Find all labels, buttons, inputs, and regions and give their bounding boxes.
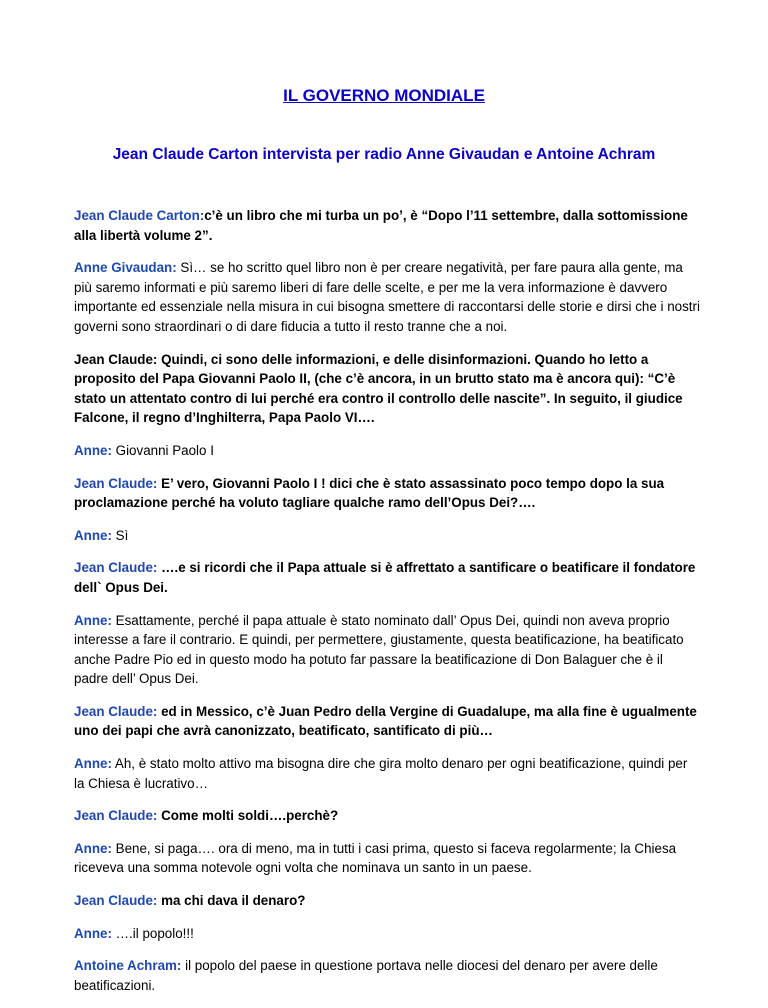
dialogue-paragraph (74, 206, 700, 245)
speaker-label: Jean Claude: (74, 475, 158, 491)
paragraph-text: Jean Claude: Quindi, ci sono delle informazioni, e delle disinformazioni. Quando ho letto a proposito del Papa Giovanni Paolo II, (che c’è ancora, in un brutto stato ma è ancora qui): “C’è stato un attentato contro di lui perché era contro il controllo delle nascite”. In seguito, il giudice Falcone, il regno d’Inghilterra, Papa Paolo VI…. (74, 351, 683, 426)
dialogue-paragraph (74, 806, 700, 826)
paragraph-text: ma chi dava il denaro? (157, 893, 306, 909)
speaker-label: Jean Claude: (74, 560, 158, 576)
speaker-label: Anne: (74, 756, 112, 772)
dialogue-paragraph (74, 839, 700, 878)
paragraph-text: Sì (111, 527, 129, 543)
document-subtitle: Jean Claude Carton intervista per radio Anne Givaudan e Antoine Achram (112, 146, 656, 163)
speaker-label: Anne Givaudan: (74, 260, 177, 276)
dialogue-body (74, 206, 700, 1008)
speaker-label: Anne: (74, 527, 112, 543)
dialogue-paragraph (74, 891, 700, 911)
paragraph-text: Sì… se ho scritto quel libro non è per creare negatività, per fare paura alla gente, ma più saremo informati e più saremo liberi di fare delle scelte, e per me la vera informazione è davvero importante ed essenziale nella misura in cui bisogna smettere di raccontarsi delle storie e dirsi che i nostri governi sono straordinari o di dare fiducia a tutto il resto tranne che a noi. (74, 260, 700, 334)
paragraph-text: c’è un libro che mi turba un po’, è “Dopo l’11 settembre, dalla sottomissione alla libertà volume 2”. (74, 208, 688, 243)
dialogue-paragraph (74, 526, 700, 546)
paragraph-text: Bene, si paga…. ora di meno, ma in tutti i casi prima, questo si faceva regolarmente; la Chiesa riceveva una somma notevole ogni volta che nominava un santo in un paese. (74, 840, 677, 876)
dialogue-paragraph (74, 441, 700, 461)
dialogue-paragraph (74, 754, 700, 793)
speaker-label: Anne: (74, 442, 112, 458)
speaker-label: Antoine Achram: (74, 958, 182, 974)
paragraph-text: ….e si ricordi che il Papa attuale si è affrettato a santificare o beatificare il fondatore dell` Opus Dei. (74, 560, 696, 595)
document-title: IL GOVERNO MONDIALE (283, 86, 485, 105)
dialogue-paragraph (74, 702, 700, 741)
paragraph-text: il popolo del paese in questione portava nelle diocesi del denaro per avere delle beatificazioni. (74, 958, 658, 993)
speaker-label: Jean Claude Carton: (74, 208, 205, 223)
dialogue-paragraph (74, 258, 700, 336)
speaker-label: Anne: (74, 840, 112, 856)
dialogue-paragraph (74, 350, 700, 428)
speaker-label: Jean Claude: (74, 808, 158, 824)
paragraph-text: Come molti soldi….perchè? (157, 808, 339, 824)
dialogue-paragraph (74, 611, 700, 689)
speaker-label: Jean Claude: (74, 893, 158, 909)
speaker-label: Jean Claude: (74, 703, 158, 719)
paragraph-text: Ah, è stato molto attivo ma bisogna dire che gira molto denaro per ogni beatificazione, quindi per la Chiesa è lucrativo… (74, 756, 688, 791)
speaker-label: Anne: (74, 612, 112, 628)
paragraph-text: ….il popolo!!! (111, 925, 194, 941)
dialogue-paragraph (74, 956, 700, 995)
dialogue-paragraph (74, 924, 700, 944)
dialogue-paragraph (74, 474, 700, 513)
paragraph-text: ed in Messico, c’è Juan Pedro della Vergine di Guadalupe, ma alla fine è ugualmente uno dei papi che avrà canonizzato, beatificato, santificato di più… (74, 703, 697, 739)
dialogue-paragraph (74, 558, 700, 597)
paragraph-text: E’ vero, Giovanni Paolo I ! dici che è stato assassinato poco tempo dopo la sua proclamazione perché ha voluto tagliare qualche ramo dell’Opus Dei?…. (74, 475, 665, 511)
speaker-label: Anne: (74, 925, 112, 941)
paragraph-text: Esattamente, perché il papa attuale è stato nominato dall’ Opus Dei, quindi non aveva proprio interesse a fare il contrario. E quindi, per permettere, giustamente, questa beatificazione, ha beatificato anche Padre Pio ed in questo modo ha potuto far passare la beatificazione di Don Balaguer che è il padre dell’ Opus Dei. (74, 612, 684, 687)
paragraph-text: Giovanni Paolo I (111, 442, 214, 458)
